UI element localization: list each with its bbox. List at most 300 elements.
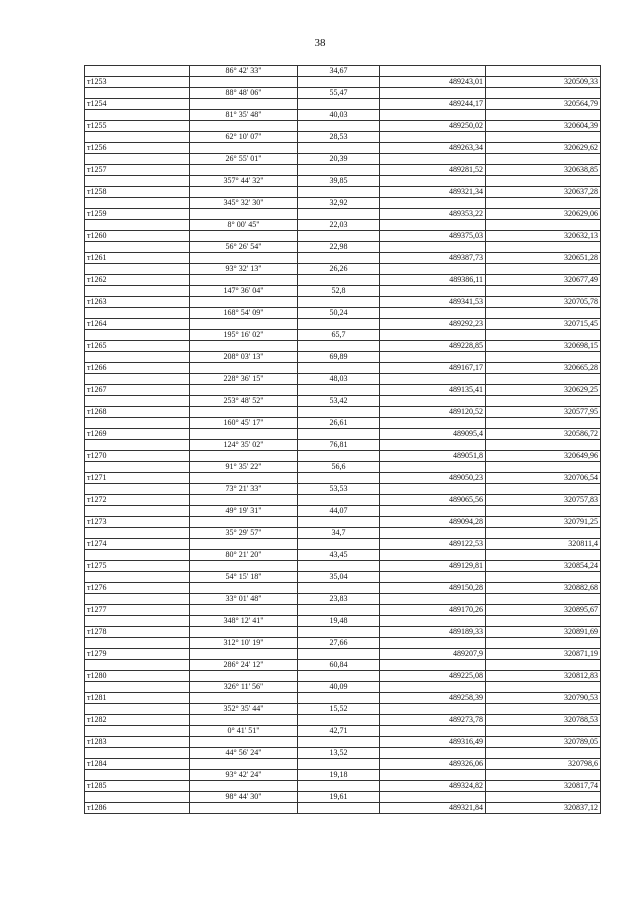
segment-row	[85, 440, 601, 451]
distance-cell	[298, 803, 380, 814]
y-coordinate: 320632,13	[486, 231, 601, 242]
point-cell	[85, 264, 190, 275]
angle-cell	[190, 737, 298, 748]
point-id: т1260	[85, 231, 190, 242]
segment-row	[85, 704, 601, 715]
y-coordinate: 320790,53	[486, 693, 601, 704]
angle-cell	[190, 715, 298, 726]
x-cell	[380, 660, 486, 671]
angle-cell	[190, 759, 298, 770]
angle-cell	[190, 407, 298, 418]
x-coordinate: 489207,9	[380, 649, 486, 660]
x-coordinate: 489094,28	[380, 517, 486, 528]
point-row	[85, 297, 601, 308]
point-cell	[85, 396, 190, 407]
y-cell	[486, 682, 601, 693]
point-id: т1280	[85, 671, 190, 682]
segment-row	[85, 792, 601, 803]
distance-cell	[298, 341, 380, 352]
x-coordinate: 489243,01	[380, 77, 486, 88]
y-cell	[486, 418, 601, 429]
point-cell	[85, 660, 190, 671]
point-id: т1264	[85, 319, 190, 330]
segment-length: 56,6	[298, 462, 380, 473]
angle-cell	[190, 693, 298, 704]
x-coordinate: 489326,06	[380, 759, 486, 770]
distance-cell	[298, 407, 380, 418]
distance-cell	[298, 583, 380, 594]
x-cell	[380, 396, 486, 407]
direction-angle: 195° 16' 02"	[190, 330, 298, 341]
point-row	[85, 121, 601, 132]
point-id: т1258	[85, 187, 190, 198]
coordinates-table	[84, 65, 601, 814]
direction-angle: 326° 11' 56"	[190, 682, 298, 693]
point-cell	[85, 132, 190, 143]
x-coordinate: 489051,8	[380, 451, 486, 462]
angle-cell	[190, 561, 298, 572]
x-cell	[380, 176, 486, 187]
point-cell	[85, 330, 190, 341]
point-row	[85, 231, 601, 242]
segment-length: 26,26	[298, 264, 380, 275]
point-id: т1266	[85, 363, 190, 374]
x-coordinate: 489228,85	[380, 341, 486, 352]
x-cell	[380, 704, 486, 715]
distance-cell: 34,67	[298, 66, 380, 77]
point-id: т1255	[85, 121, 190, 132]
direction-angle: 345° 32' 30"	[190, 198, 298, 209]
y-cell	[486, 660, 601, 671]
point-id: т1256	[85, 143, 190, 154]
point-row	[85, 737, 601, 748]
point-cell	[85, 770, 190, 781]
angle-cell	[190, 297, 298, 308]
point-id: т1262	[85, 275, 190, 286]
y-cell	[486, 198, 601, 209]
point-id: т1261	[85, 253, 190, 264]
point-cell	[85, 440, 190, 451]
y-coordinate: 320698,15	[486, 341, 601, 352]
x-coordinate: 489050,23	[380, 473, 486, 484]
x-coordinate: 489150,28	[380, 583, 486, 594]
segment-length: 20,39	[298, 154, 380, 165]
direction-angle: 228° 36' 15"	[190, 374, 298, 385]
coordinates-table-body	[85, 66, 601, 814]
angle-cell	[190, 165, 298, 176]
point-row	[85, 671, 601, 682]
x-coordinate: 489225,08	[380, 671, 486, 682]
distance-cell	[298, 539, 380, 550]
angle-cell	[190, 517, 298, 528]
point-id: т1265	[85, 341, 190, 352]
segment-length: 19,61	[298, 792, 380, 803]
angle-cell: 86° 42' 33"	[190, 66, 298, 77]
point-id: т1274	[85, 539, 190, 550]
segment-length: 19,18	[298, 770, 380, 781]
y-cell	[486, 462, 601, 473]
segment-row	[85, 484, 601, 495]
point-row	[85, 209, 601, 220]
point-row	[85, 407, 601, 418]
segment-row	[85, 682, 601, 693]
y-cell	[486, 792, 601, 803]
segment-length: 65,7	[298, 330, 380, 341]
point-cell	[85, 506, 190, 517]
point-id: т1278	[85, 627, 190, 638]
direction-angle: 124° 35' 02"	[190, 440, 298, 451]
segment-length: 44,07	[298, 506, 380, 517]
segment-row	[85, 198, 601, 209]
segment-row	[85, 154, 601, 165]
y-cell	[486, 396, 601, 407]
distance-cell	[298, 143, 380, 154]
y-cell	[486, 770, 601, 781]
segment-length: 76,81	[298, 440, 380, 451]
x-coordinate: 489065,56	[380, 495, 486, 506]
point-cell	[85, 110, 190, 121]
y-cell	[486, 594, 601, 605]
x-coordinate: 489316,49	[380, 737, 486, 748]
direction-angle: 33° 01' 48"	[190, 594, 298, 605]
angle-cell	[190, 187, 298, 198]
distance-cell	[298, 363, 380, 374]
y-coordinate: 320604,39	[486, 121, 601, 132]
segment-row	[85, 770, 601, 781]
y-cell	[486, 506, 601, 517]
angle-cell	[190, 539, 298, 550]
point-row	[85, 77, 601, 88]
y-coordinate: 320586,72	[486, 429, 601, 440]
y-coordinate: 320629,25	[486, 385, 601, 396]
x-coordinate: 489324,82	[380, 781, 486, 792]
x-cell	[380, 242, 486, 253]
y-coordinate: 320651,28	[486, 253, 601, 264]
point-id: т1254	[85, 99, 190, 110]
segment-length: 32,92	[298, 198, 380, 209]
segment-row	[85, 660, 601, 671]
angle-cell	[190, 803, 298, 814]
angle-cell	[190, 429, 298, 440]
point-row	[85, 627, 601, 638]
y-coordinate: 320705,78	[486, 297, 601, 308]
y-cell	[486, 264, 601, 275]
point-cell	[85, 88, 190, 99]
point-cell	[85, 176, 190, 187]
x-coordinate: 489375,03	[380, 231, 486, 242]
x-cell	[380, 792, 486, 803]
y-coordinate: 320837,12	[486, 803, 601, 814]
point-id: т1276	[85, 583, 190, 594]
y-cell	[486, 88, 601, 99]
y-cell	[486, 110, 601, 121]
segment-length: 40,03	[298, 110, 380, 121]
distance-cell	[298, 671, 380, 682]
segment-length: 43,45	[298, 550, 380, 561]
segment-length: 60,84	[298, 660, 380, 671]
x-cell	[380, 66, 486, 77]
segment-row	[85, 308, 601, 319]
distance-cell	[298, 605, 380, 616]
point-id: т1277	[85, 605, 190, 616]
angle-cell	[190, 363, 298, 374]
x-cell	[380, 352, 486, 363]
segment-length: 48,03	[298, 374, 380, 385]
segment-length: 28,53	[298, 132, 380, 143]
y-coordinate: 320665,28	[486, 363, 601, 374]
direction-angle: 160° 45' 17"	[190, 418, 298, 429]
x-cell	[380, 220, 486, 231]
point-id: т1272	[85, 495, 190, 506]
point-id: т1263	[85, 297, 190, 308]
distance-cell	[298, 517, 380, 528]
x-cell	[380, 484, 486, 495]
y-coordinate: 320811,4	[486, 539, 601, 550]
segment-row	[85, 462, 601, 473]
x-coordinate: 489386,11	[380, 275, 486, 286]
direction-angle: 56° 26' 54"	[190, 242, 298, 253]
point-cell	[85, 242, 190, 253]
point-id: т1271	[85, 473, 190, 484]
segment-length: 13,52	[298, 748, 380, 759]
point-row	[85, 693, 601, 704]
point-id: т1268	[85, 407, 190, 418]
point-id: т1286	[85, 803, 190, 814]
direction-angle: 312° 10' 19"	[190, 638, 298, 649]
distance-cell	[298, 77, 380, 88]
angle-cell	[190, 605, 298, 616]
y-coordinate: 320854,24	[486, 561, 601, 572]
direction-angle: 253° 48' 52"	[190, 396, 298, 407]
point-row	[85, 341, 601, 352]
y-cell	[486, 242, 601, 253]
direction-angle: 8° 00' 45"	[190, 220, 298, 231]
x-coordinate: 489167,17	[380, 363, 486, 374]
x-cell	[380, 594, 486, 605]
segment-row	[85, 264, 601, 275]
y-cell	[486, 528, 601, 539]
angle-cell	[190, 121, 298, 132]
angle-cell	[190, 231, 298, 242]
y-coordinate: 320891,69	[486, 627, 601, 638]
angle-cell	[190, 385, 298, 396]
point-row	[85, 319, 601, 330]
segment-length: 53,42	[298, 396, 380, 407]
y-cell	[486, 132, 601, 143]
point-row	[85, 605, 601, 616]
angle-cell	[190, 209, 298, 220]
segment-length: 40,09	[298, 682, 380, 693]
direction-angle: 147° 36' 04"	[190, 286, 298, 297]
segment-row	[85, 242, 601, 253]
point-row	[85, 715, 601, 726]
direction-angle: 286° 24' 12"	[190, 660, 298, 671]
point-cell	[85, 638, 190, 649]
y-coordinate: 320706,54	[486, 473, 601, 484]
distance-cell	[298, 495, 380, 506]
segment-row	[85, 352, 601, 363]
point-row	[85, 781, 601, 792]
segment-length: 35,04	[298, 572, 380, 583]
x-cell	[380, 440, 486, 451]
x-coordinate: 489095,4	[380, 429, 486, 440]
angle-cell	[190, 781, 298, 792]
y-coordinate: 320638,85	[486, 165, 601, 176]
direction-angle: 168° 54' 09"	[190, 308, 298, 319]
point-row	[85, 649, 601, 660]
y-coordinate: 320817,74	[486, 781, 601, 792]
x-cell	[380, 88, 486, 99]
point-row	[85, 759, 601, 770]
point-cell	[85, 418, 190, 429]
point-id: т1267	[85, 385, 190, 396]
direction-angle: 81° 35' 48"	[190, 110, 298, 121]
y-cell	[486, 154, 601, 165]
angle-cell	[190, 451, 298, 462]
segment-row	[85, 616, 601, 627]
distance-cell	[298, 649, 380, 660]
x-cell	[380, 748, 486, 759]
point-row	[85, 253, 601, 264]
point-id: т1285	[85, 781, 190, 792]
distance-cell	[298, 275, 380, 286]
angle-cell	[190, 473, 298, 484]
direction-angle: 88° 48' 06"	[190, 88, 298, 99]
x-coordinate: 489135,41	[380, 385, 486, 396]
point-row	[85, 561, 601, 572]
y-coordinate: 320509,33	[486, 77, 601, 88]
segment-row	[85, 726, 601, 737]
distance-cell	[298, 121, 380, 132]
x-cell	[380, 418, 486, 429]
direction-angle: 93° 42' 24"	[190, 770, 298, 781]
x-cell	[380, 110, 486, 121]
x-coordinate: 489353,22	[380, 209, 486, 220]
y-cell	[486, 330, 601, 341]
point-cell	[85, 286, 190, 297]
y-coordinate: 320789,05	[486, 737, 601, 748]
segment-row	[85, 220, 601, 231]
y-coordinate: 320715,45	[486, 319, 601, 330]
segment-row	[85, 418, 601, 429]
x-cell	[380, 682, 486, 693]
segment-length: 39,85	[298, 176, 380, 187]
distance-cell	[298, 693, 380, 704]
point-row	[85, 187, 601, 198]
direction-angle: 0° 41' 51"	[190, 726, 298, 737]
segment-length: 34,7	[298, 528, 380, 539]
y-coordinate: 320564,79	[486, 99, 601, 110]
x-cell	[380, 374, 486, 385]
x-cell	[380, 308, 486, 319]
point-cell	[85, 66, 190, 77]
point-cell	[85, 726, 190, 737]
y-cell	[486, 550, 601, 561]
x-cell	[380, 330, 486, 341]
direction-angle: 49° 19' 31"	[190, 506, 298, 517]
point-cell	[85, 528, 190, 539]
angle-cell	[190, 627, 298, 638]
distance-cell	[298, 627, 380, 638]
segment-row	[85, 748, 601, 759]
angle-cell	[190, 495, 298, 506]
y-cell	[486, 176, 601, 187]
segment-length: 19,48	[298, 616, 380, 627]
point-id: т1281	[85, 693, 190, 704]
segment-length: 53,53	[298, 484, 380, 495]
y-coordinate: 320629,06	[486, 209, 601, 220]
x-coordinate: 489129,81	[380, 561, 486, 572]
segment-row	[85, 594, 601, 605]
point-id: т1273	[85, 517, 190, 528]
y-cell	[486, 484, 601, 495]
x-cell	[380, 550, 486, 561]
point-id: т1259	[85, 209, 190, 220]
y-cell	[486, 638, 601, 649]
x-cell	[380, 132, 486, 143]
x-coordinate: 489250,02	[380, 121, 486, 132]
angle-cell	[190, 143, 298, 154]
segment-row	[85, 528, 601, 539]
x-cell	[380, 770, 486, 781]
y-cell	[486, 616, 601, 627]
y-cell	[486, 352, 601, 363]
segment-row	[85, 88, 601, 99]
distance-cell	[298, 781, 380, 792]
point-row	[85, 473, 601, 484]
x-coordinate: 489321,84	[380, 803, 486, 814]
distance-cell	[298, 737, 380, 748]
point-row	[85, 363, 601, 374]
point-row	[85, 539, 601, 550]
segment-length: 15,52	[298, 704, 380, 715]
distance-cell	[298, 429, 380, 440]
y-coordinate: 320791,25	[486, 517, 601, 528]
x-cell	[380, 572, 486, 583]
y-coordinate: 320895,67	[486, 605, 601, 616]
segment-length: 22,03	[298, 220, 380, 231]
x-cell	[380, 154, 486, 165]
segment-row	[85, 638, 601, 649]
distance-cell	[298, 253, 380, 264]
point-cell	[85, 594, 190, 605]
x-coordinate: 489263,34	[380, 143, 486, 154]
direction-angle: 80° 21' 20"	[190, 550, 298, 561]
x-coordinate: 489258,39	[380, 693, 486, 704]
segment-row	[85, 374, 601, 385]
direction-angle: 54° 15' 18"	[190, 572, 298, 583]
x-cell	[380, 264, 486, 275]
point-id: т1279	[85, 649, 190, 660]
segment-row	[85, 330, 601, 341]
point-row	[85, 143, 601, 154]
page-number: 38	[314, 37, 326, 49]
angle-cell	[190, 583, 298, 594]
y-coordinate: 320649,96	[486, 451, 601, 462]
x-coordinate: 489321,34	[380, 187, 486, 198]
point-row	[85, 451, 601, 462]
point-row	[85, 517, 601, 528]
distance-cell	[298, 759, 380, 770]
y-coordinate: 320882,68	[486, 583, 601, 594]
direction-angle: 357° 44' 32"	[190, 176, 298, 187]
x-cell	[380, 638, 486, 649]
distance-cell	[298, 715, 380, 726]
y-cell	[486, 66, 601, 77]
direction-angle: 44° 56' 24"	[190, 748, 298, 759]
segment-row	[85, 176, 601, 187]
y-coordinate: 320871,19	[486, 649, 601, 660]
